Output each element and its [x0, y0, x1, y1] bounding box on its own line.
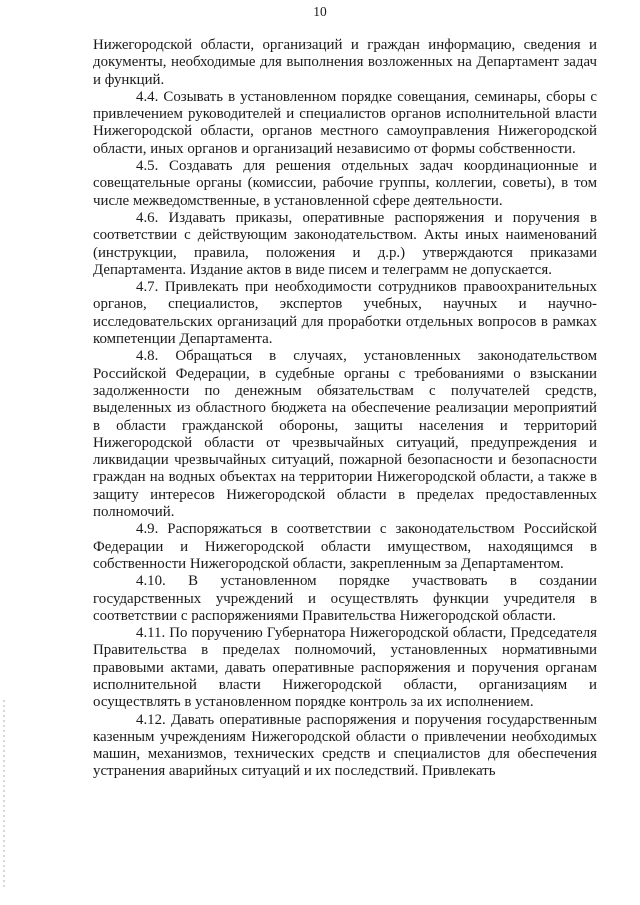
paragraph-4-10: 4.10. В установленном порядке участвовать в создании государственных учреждений и осуществлять функции учредителя в соответствии с распоряжениями Правительства Нижегородской области. — [93, 573, 597, 624]
paragraph-4-9: 4.9. Распоряжаться в соответствии с законодательством Российской Федерации и Нижегородской области имуществом, находящимся в собственности Нижегородской области, закрепленным за Департаментом. — [93, 521, 597, 572]
paragraph-4-4: 4.4. Созывать в установленном порядке совещания, семинары, сборы с привлечением руководителей и специалистов органов исполнительной власти Нижегородской области, органов местного самоуправления Нижегородской области, иных органов и организаций независимо от формы собственности. — [93, 88, 597, 157]
paragraph-4-7: 4.7. Привлекать при необходимости сотрудников правоохранительных органов, специалистов, экспертов учебных, научных и научно-исследовательских организаций для проработки отдельных вопросов в рамках компетенции Департамента. — [93, 279, 597, 348]
paragraph-4-11: 4.11. По поручению Губернатора Нижегородской области, Председателя Правительства в пределах полномочий, установленных нормативными правовыми актами, давать оперативные распоряжения и поручения органам исполнительной власти Нижегородской области, организациям и осуществлять в установленном порядке контроль за их исполнением. — [93, 625, 597, 711]
paragraph-continuation: Нижегородской области, организаций и граждан информацию, сведения и документы, необходимые для выполнения возложенных на Департамент задач и функций. — [93, 37, 597, 88]
paragraph-4-6: 4.6. Издавать приказы, оперативные распоряжения и поручения в соответствии с действующим законодательством. Акты иных наименований (инструкции, правила, положения и д.р.) утверждаются приказами Департамента. Издание актов в виде писем и телеграмм не допускается. — [93, 209, 597, 278]
scan-margin-marks — [3, 700, 5, 890]
paragraph-4-8: 4.8. Обращаться в случаях, установленных законодательством Российской Федерации, в судебные органы с требованиями о взыскании задолженности по денежным обязательствам с получателей средств, выделенных из областного бюджета на обеспечение реализации мероприятий в области гражданской обороны, защиты населения и территорий Нижегородской области от чрезвычайных ситуаций, предупреждения и ликвидации чрезвычайных ситуаций, пожарной безопасности и безопасности граждан на водных объектах на территории Нижегородской области, а также в защиту интересов Нижегородской области в пределах предоставленных полномочий. — [93, 348, 597, 521]
document-body — [93, 37, 597, 781]
paragraph-4-12: 4.12. Давать оперативные распоряжения и поручения государственным казенным учреждениям Нижегородской области о привлечении необходимых машин, механизмов, технических средств и специалистов для обеспечения устранения аварийных ситуаций и их последствий. Привлекать — [93, 711, 597, 780]
paragraph-4-5: 4.5. Создавать для решения отдельных задач координационные и совещательные органы (комиссии, рабочие группы, коллегии, советы), в том числе межведомственные, в установленной сфере деятельности. — [93, 158, 597, 209]
page-number: 10 — [313, 4, 327, 19]
